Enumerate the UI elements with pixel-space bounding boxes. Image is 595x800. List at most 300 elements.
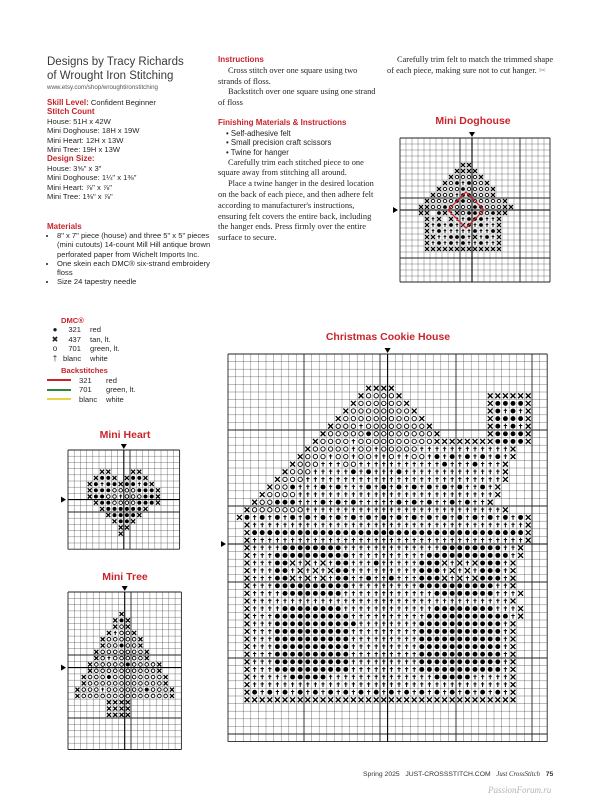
tan-stitch-mark — [488, 431, 493, 436]
white-stitch-mark — [367, 690, 370, 695]
green-stitch-mark — [275, 492, 279, 496]
red-stitch-mark — [283, 591, 288, 596]
red-stitch-mark — [511, 409, 516, 414]
tan-stitch-mark — [488, 439, 493, 444]
red-stitch-mark — [305, 675, 310, 680]
tan-stitch-mark — [101, 644, 105, 648]
green-stitch-mark — [374, 432, 378, 436]
red-stitch-mark — [260, 530, 265, 535]
white-stitch-mark — [253, 621, 256, 626]
white-stitch-mark — [306, 507, 309, 512]
white-stitch-mark — [359, 621, 362, 626]
green-stitch-mark — [359, 432, 363, 436]
tan-stitch-mark — [283, 697, 288, 702]
red-stitch-mark — [137, 507, 141, 511]
red-stitch-mark — [328, 545, 333, 550]
tan-stitch-mark — [138, 644, 142, 648]
white-stitch-mark — [268, 667, 271, 672]
white-stitch-mark — [458, 507, 461, 512]
red-stitch-mark — [298, 659, 303, 664]
red-stitch-mark — [290, 583, 295, 588]
green-stitch-mark — [113, 675, 117, 679]
red-stitch-mark — [343, 576, 348, 581]
white-stitch-mark — [504, 667, 507, 672]
red-stitch-mark — [419, 644, 424, 649]
green-stitch-mark — [132, 688, 136, 692]
red-stitch-mark — [321, 652, 326, 657]
red-stitch-mark — [473, 211, 477, 215]
red-stitch-mark — [125, 513, 129, 517]
white-stitch-mark — [268, 652, 271, 657]
red-stitch-mark — [518, 515, 523, 520]
white-stitch-mark — [397, 576, 400, 581]
green-stitch-mark — [120, 631, 124, 635]
tan-stitch-mark — [321, 697, 326, 702]
white-stitch-mark — [352, 652, 355, 657]
green-stitch-mark — [397, 439, 401, 443]
white-stitch-mark — [473, 447, 476, 452]
green-stitch-mark — [321, 439, 325, 443]
white-stitch-mark — [432, 217, 435, 221]
red-stitch-mark — [473, 530, 478, 535]
red-stitch-mark — [465, 629, 470, 634]
white-stitch-mark — [329, 469, 332, 474]
red-stitch-mark — [442, 485, 447, 490]
white-stitch-mark — [496, 591, 499, 596]
white-stitch-mark — [504, 538, 507, 543]
white-stitch-mark — [397, 614, 400, 619]
white-stitch-mark — [488, 675, 491, 680]
white-stitch-mark — [253, 659, 256, 664]
green-stitch-mark — [485, 211, 488, 214]
tan-stitch-mark — [495, 485, 500, 490]
white-stitch-mark — [374, 652, 377, 657]
white-stitch-mark — [405, 561, 408, 566]
white-stitch-mark — [405, 553, 408, 558]
red-stitch-mark — [465, 591, 470, 596]
red-stitch-mark — [144, 495, 148, 499]
tan-stitch-mark — [425, 247, 429, 251]
white-stitch-mark — [306, 682, 309, 687]
white-stitch-mark — [374, 507, 377, 512]
red-stitch-mark — [495, 690, 500, 695]
red-stitch-mark — [351, 500, 356, 505]
green-stitch-mark — [151, 669, 155, 673]
red-stitch-mark — [321, 644, 326, 649]
red-stitch-mark — [290, 621, 295, 626]
tan-stitch-mark — [137, 513, 141, 517]
white-stitch-mark — [268, 637, 271, 642]
instructions-paragraph: Carefully trim felt to match the trimmed shape of each piece, making sure not to cut hanger. ✂ — [387, 55, 554, 75]
white-stitch-mark — [314, 576, 317, 581]
red-stitch-mark — [457, 614, 462, 619]
green-line-swatch — [47, 389, 71, 391]
white-stitch-mark — [283, 523, 286, 528]
tan-stitch-mark — [488, 401, 493, 406]
white-stitch-mark — [450, 492, 453, 497]
red-stitch-mark — [290, 659, 295, 664]
white-stitch-mark — [260, 583, 263, 588]
red-stitch-mark — [321, 545, 326, 550]
tan-stitch-mark — [419, 416, 424, 421]
white-stitch-mark — [458, 690, 461, 695]
white-stitch-mark — [397, 675, 400, 680]
white-stitch-mark — [397, 477, 400, 482]
tan-stitch-mark — [290, 462, 295, 467]
green-stitch-mark — [139, 656, 143, 660]
white-stitch-mark — [474, 223, 477, 227]
red-stitch-mark — [495, 561, 500, 566]
white-stitch-mark — [374, 469, 377, 474]
red-stitch-mark — [491, 229, 495, 233]
tan-stitch-mark — [437, 217, 441, 221]
white-stitch-mark — [374, 606, 377, 611]
white-stitch-mark — [329, 561, 332, 566]
red-stitch-mark — [313, 637, 318, 642]
white-stitch-mark — [496, 523, 499, 528]
red-stitch-mark — [351, 515, 356, 520]
red-stitch-mark — [495, 644, 500, 649]
white-stitch-mark — [283, 515, 286, 520]
green-stitch-mark — [268, 492, 272, 496]
white-stitch-mark — [268, 659, 271, 664]
white-stitch-mark — [367, 629, 370, 634]
white-stitch-mark — [390, 606, 393, 611]
designer-url[interactable]: www.etsy.com/shop/wroughtironstitching — [47, 84, 158, 91]
tan-stitch-mark — [137, 470, 141, 474]
white-stitch-mark — [444, 223, 447, 227]
white-stitch-mark — [458, 454, 461, 459]
red-stitch-mark — [305, 530, 310, 535]
white-stitch-mark — [253, 667, 256, 672]
white-stitch-mark — [405, 599, 408, 604]
red-stitch-mark — [267, 530, 272, 535]
white-stitch-mark — [511, 606, 514, 611]
red-stitch-mark — [473, 553, 478, 558]
white-stitch-mark — [428, 492, 431, 497]
white-stitch-mark — [435, 599, 438, 604]
tan-stitch-mark — [511, 629, 516, 634]
red-stitch-mark — [450, 652, 455, 657]
red-stitch-mark — [503, 431, 508, 436]
green-stitch-mark — [107, 663, 111, 667]
white-stitch-mark — [443, 447, 446, 452]
white-stitch-mark — [466, 523, 469, 528]
white-stitch-mark — [253, 523, 256, 528]
tan-stitch-mark — [488, 409, 493, 414]
red-stitch-mark — [473, 644, 478, 649]
red-stitch-mark — [473, 515, 478, 520]
white-stitch-mark — [390, 675, 393, 680]
white-stitch-mark — [367, 477, 370, 482]
green-stitch-mark — [125, 489, 129, 493]
white-stitch-mark — [321, 690, 324, 695]
white-stitch-mark — [291, 538, 294, 543]
red-stitch-mark — [321, 515, 326, 520]
green-stitch-mark — [374, 416, 378, 420]
green-stitch-mark — [449, 199, 452, 202]
white-stitch-mark — [253, 614, 256, 619]
white-stitch-mark — [496, 515, 499, 520]
green-stitch-mark — [126, 637, 130, 641]
white-stitch-mark — [321, 523, 324, 528]
red-stitch-mark — [305, 629, 310, 634]
red-stitch-mark — [321, 583, 326, 588]
red-stitch-mark — [435, 606, 440, 611]
tan-stitch-mark — [526, 515, 531, 520]
white-stitch-mark — [432, 229, 435, 233]
green-stitch-mark — [126, 631, 130, 635]
red-stitch-mark — [321, 553, 326, 558]
white-stitch-mark — [390, 659, 393, 664]
white-stitch-mark — [405, 576, 408, 581]
white-stitch-mark — [511, 515, 514, 520]
white-stitch-mark — [428, 462, 431, 467]
tan-stitch-mark — [465, 568, 470, 573]
green-stitch-mark — [485, 205, 488, 208]
red-stitch-mark — [457, 553, 462, 558]
white-stitch-mark — [382, 477, 385, 482]
red-stitch-mark — [503, 530, 508, 535]
green-stitch-mark — [497, 199, 500, 202]
tan-stitch-mark — [425, 241, 429, 245]
green-stitch-mark — [132, 644, 136, 648]
tan-stitch-mark — [245, 591, 250, 596]
tan-stitch-mark — [425, 229, 429, 233]
white-stitch-mark — [466, 576, 469, 581]
white-stitch-mark — [382, 553, 385, 558]
tan-stitch-mark — [113, 519, 117, 523]
green-stitch-mark — [313, 454, 317, 458]
red-stitch-mark — [145, 688, 149, 692]
tan-stitch-mark — [260, 697, 265, 702]
red-stitch-mark — [144, 482, 148, 486]
white-stitch-mark — [260, 599, 263, 604]
white-stitch-mark — [367, 591, 370, 596]
tan-stitch-mark — [455, 247, 459, 251]
center-arrow-icon — [122, 586, 128, 591]
white-stitch-mark — [352, 583, 355, 588]
red-stitch-mark — [137, 476, 141, 480]
tan-stitch-mark — [107, 631, 111, 635]
white-stitch-mark — [511, 523, 514, 528]
white-stitch-mark — [473, 523, 476, 528]
white-stitch-mark — [496, 583, 499, 588]
green-stitch-mark — [344, 416, 348, 420]
red-stitch-mark — [480, 637, 485, 642]
tan-stitch-mark — [511, 621, 516, 626]
tan-stitch-mark — [132, 631, 136, 635]
tan-stitch-mark — [245, 652, 250, 657]
white-stitch-mark — [344, 500, 347, 505]
red-stitch-mark — [442, 644, 447, 649]
white-stitch-mark — [390, 682, 393, 687]
white-stitch-mark — [260, 614, 263, 619]
white-stitch-mark — [438, 235, 441, 239]
red-stitch-mark — [120, 644, 124, 648]
tan-stitch-mark — [511, 568, 516, 573]
red-stitch-mark — [290, 606, 295, 611]
red-stitch-mark — [131, 513, 135, 517]
white-stitch-mark — [298, 538, 301, 543]
white-stitch-mark — [458, 500, 461, 505]
white-stitch-mark — [336, 690, 339, 695]
red-stitch-mark — [343, 659, 348, 664]
green-stitch-mark — [389, 454, 393, 458]
red-stitch-mark — [336, 568, 341, 573]
green-stitch-mark — [126, 682, 130, 686]
green-stitch-mark — [321, 454, 325, 458]
red-stitch-mark — [465, 614, 470, 619]
white-stitch-mark — [352, 599, 355, 604]
white-stitch-mark — [367, 507, 370, 512]
tan-stitch-mark — [126, 700, 130, 704]
red-stitch-mark — [495, 637, 500, 642]
tan-stitch-mark — [245, 697, 250, 702]
white-stitch-mark — [511, 553, 514, 558]
white-stitch-mark — [382, 629, 385, 634]
tan-stitch-mark — [491, 193, 495, 197]
green-stitch-mark — [473, 181, 476, 184]
white-stitch-mark — [428, 477, 431, 482]
white-stitch-mark — [443, 454, 446, 459]
red-stitch-mark — [465, 530, 470, 535]
white-stitch-mark — [321, 492, 324, 497]
green-stitch-mark — [485, 199, 488, 202]
tree-chart-grid — [60, 584, 190, 760]
white-stitch-mark — [352, 545, 355, 550]
green-stitch-mark — [389, 394, 393, 398]
green-stitch-mark — [485, 187, 488, 190]
red-stitch-mark — [290, 530, 295, 535]
white-stitch-mark — [101, 688, 104, 692]
green-stitch-mark — [366, 447, 370, 451]
red-stitch-mark — [427, 553, 432, 558]
red-stitch-mark — [290, 591, 295, 596]
white-stitch-mark — [456, 229, 459, 233]
color-key — [47, 316, 136, 404]
red-stitch-mark — [480, 614, 485, 619]
white-stitch-mark — [344, 599, 347, 604]
red-stitch-mark — [343, 583, 348, 588]
white-stitch-mark — [306, 568, 309, 573]
white-stitch-mark — [519, 424, 522, 429]
red-stitch-mark — [435, 629, 440, 634]
green-stitch-mark — [268, 500, 272, 504]
key-heading: DMC® — [61, 316, 84, 325]
white-stitch-mark — [298, 492, 301, 497]
tan-stitch-mark — [245, 583, 250, 588]
white-stitch-mark — [458, 599, 461, 604]
red-stitch-mark — [457, 644, 462, 649]
red-stitch-mark — [480, 629, 485, 634]
tan-stitch-mark — [245, 553, 250, 558]
tan-stitch-mark — [443, 247, 447, 251]
white-stitch-mark — [519, 523, 522, 528]
white-stitch-mark — [359, 469, 362, 474]
tan-stitch-mark — [497, 235, 501, 239]
red-stitch-mark — [518, 416, 523, 421]
white-stitch-mark — [466, 538, 469, 543]
green-stitch-mark — [467, 199, 470, 202]
tan-stitch-mark — [425, 217, 429, 221]
tan-stitch-mark — [321, 561, 326, 566]
white-stitch-mark — [420, 507, 423, 512]
green-stitch-mark — [344, 454, 348, 458]
tan-stitch-mark — [526, 416, 531, 421]
red-stitch-mark — [290, 614, 295, 619]
tan-stitch-mark — [359, 393, 364, 398]
white-stitch-mark — [488, 485, 491, 490]
tan-stitch-mark — [283, 469, 288, 474]
red-stitch-mark — [473, 545, 478, 550]
red-stitch-mark — [366, 530, 371, 535]
red-stitch-mark — [321, 485, 326, 490]
white-stitch-mark — [390, 599, 393, 604]
white-stitch-mark — [359, 675, 362, 680]
white-stitch-mark — [496, 675, 499, 680]
tan-stitch-mark — [156, 501, 160, 505]
red-stitch-mark — [150, 488, 154, 492]
house-chart-grid — [220, 346, 560, 755]
white-stitch-mark — [435, 469, 438, 474]
white-stitch-mark — [253, 576, 256, 581]
white-stitch-mark — [397, 629, 400, 634]
white-stitch-mark — [268, 561, 271, 566]
green-stitch-mark — [151, 688, 155, 692]
tan-stitch-mark — [144, 507, 148, 511]
red-stitch-mark — [455, 235, 459, 239]
white-stitch-mark — [352, 606, 355, 611]
white-stitch-mark — [268, 682, 271, 687]
white-stitch-mark — [488, 492, 491, 497]
red-stitch-mark — [518, 401, 523, 406]
white-stitch-mark — [329, 454, 332, 459]
red-stitch-mark — [480, 485, 485, 490]
white-stitch-mark — [367, 606, 370, 611]
white-stitch-mark — [268, 523, 271, 528]
white-stitch-mark — [397, 644, 400, 649]
green-stitch-mark — [374, 394, 378, 398]
white-stitch-mark — [444, 241, 447, 245]
white-stitch-mark — [359, 500, 362, 505]
red-stitch-mark — [336, 591, 341, 596]
white-stitch-mark — [390, 485, 393, 490]
white-stitch-mark — [488, 538, 491, 543]
green-stitch-mark — [120, 682, 124, 686]
red-stitch-mark — [328, 606, 333, 611]
green-stitch-mark — [107, 694, 111, 698]
tan-stitch-mark — [298, 568, 303, 573]
white-stitch-mark — [321, 682, 324, 687]
green-stitch-mark — [107, 669, 111, 673]
green-stitch-mark — [427, 439, 431, 443]
red-stitch-mark — [495, 431, 500, 436]
white-stitch-mark — [405, 652, 408, 657]
green-stitch-mark — [412, 416, 416, 420]
red-stitch-mark — [336, 637, 341, 642]
red-stitch-mark — [450, 500, 455, 505]
tan-stitch-mark — [443, 211, 447, 215]
white-stitch-mark — [412, 583, 415, 588]
red-stitch-mark — [495, 416, 500, 421]
green-stitch-mark — [344, 432, 348, 436]
white-stitch-mark — [397, 667, 400, 672]
tan-stitch-mark — [237, 515, 242, 520]
white-stitch-mark — [443, 469, 446, 474]
white-stitch-mark — [390, 644, 393, 649]
tan-stitch-mark — [88, 482, 92, 486]
